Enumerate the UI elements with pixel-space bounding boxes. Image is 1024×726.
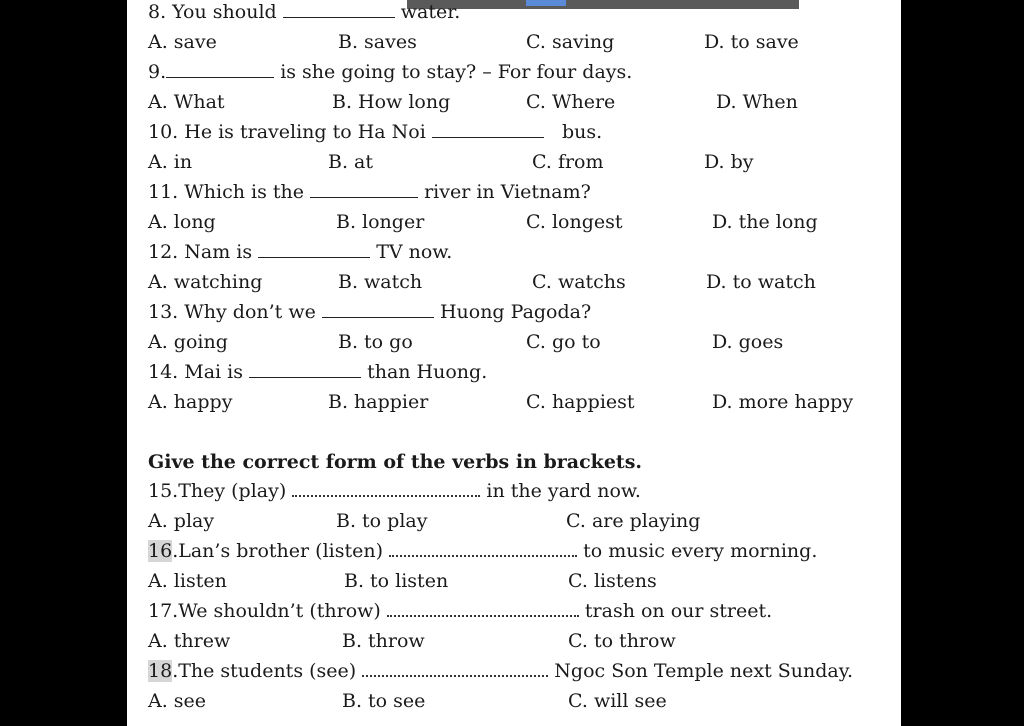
question-14 [127,357,901,387]
option-d: D. the long [712,211,818,233]
option-c: C. will see [568,690,667,712]
option-b: B. at [328,151,374,173]
highlight-mark: 16 [148,540,173,562]
option-c: C. listens [568,570,657,592]
option-c: C. saving [526,31,615,53]
question-stem: 8. You should water. [148,0,460,27]
question-stem: 16.Lan’s brother (listen) to music every morning. [148,536,817,566]
question-10 [127,117,901,147]
option-d: D. goes [712,331,784,353]
question-8-options [127,27,901,57]
option-b: B. to go [338,331,413,353]
option-a: A. long [148,211,216,233]
question-8 [127,0,901,27]
option-a: A. play [148,510,215,532]
option-d: D. When [716,91,798,113]
question-stem: 12. Nam is TV now. [148,237,452,267]
question-18 [127,656,901,686]
option-b: B. saves [338,31,417,53]
option-c: C. Where [526,91,616,113]
option-d: D. to save [704,31,799,53]
question-18-options [127,686,901,716]
option-b: B. happier [328,391,429,413]
question-stem: 15.They (play) in the yard now. [148,476,641,506]
question-9 [127,57,901,87]
question-stem: 13. Why don’t we Huong Pagoda? [148,297,591,327]
option-a: A. in [148,151,193,173]
option-c: C. to throw [568,630,676,652]
question-stem: 11. Which is the river in Vietnam? [148,177,591,207]
question-12 [127,237,901,267]
option-c: C. go to [526,331,601,353]
question-stem: 10. He is traveling to Ha Noi bus. [148,117,602,147]
question-17-options [127,626,901,656]
option-b: B. How long [332,91,451,113]
option-c: C. longest [526,211,623,233]
option-a: A. threw [148,630,231,652]
option-a: A. watching [148,271,263,293]
question-stem: 14. Mai is than Huong. [148,357,487,387]
option-b: B. watch [338,271,423,293]
option-a: A. save [148,31,217,53]
section-heading: Give the correct form of the verbs in brackets. [148,451,643,473]
question-16 [127,536,901,566]
question-9-options [127,87,901,117]
option-c: C. from [532,151,604,173]
option-b: B. longer [336,211,425,233]
question-stem: 9. is she going to stay? – For four days. [148,57,632,87]
option-b: B. to play [336,510,428,532]
worksheet-page [127,0,901,726]
question-11-options [127,207,901,237]
question-15 [127,476,901,506]
option-b: B. to listen [344,570,449,592]
question-12-options [127,267,901,297]
option-c: C. are playing [566,510,701,532]
highlight-mark: 18 [148,660,173,682]
question-13-options [127,327,901,357]
option-d: D. to watch [706,271,816,293]
question-17 [127,596,901,626]
option-d: D. by [704,151,754,173]
question-14-options [127,387,901,417]
option-b: B. to see [342,690,426,712]
question-15-options [127,506,901,536]
question-13 [127,297,901,327]
option-a: A. see [148,690,207,712]
option-c: C. watchs [532,271,626,293]
question-11 [127,177,901,207]
option-a: A. going [148,331,228,353]
option-a: A. happy [148,391,233,413]
question-16-options [127,566,901,596]
option-a: A. listen [148,570,227,592]
option-d: D. more happy [712,391,854,413]
question-stem: 17.We shouldn’t (throw) trash on our street. [148,596,772,626]
option-a: A. What [148,91,225,113]
question-stem: 18.The students (see) Ngoc Son Temple next Sunday. [148,656,853,686]
question-10-options [127,147,901,177]
option-b: B. throw [342,630,425,652]
option-c: C. happiest [526,391,635,413]
